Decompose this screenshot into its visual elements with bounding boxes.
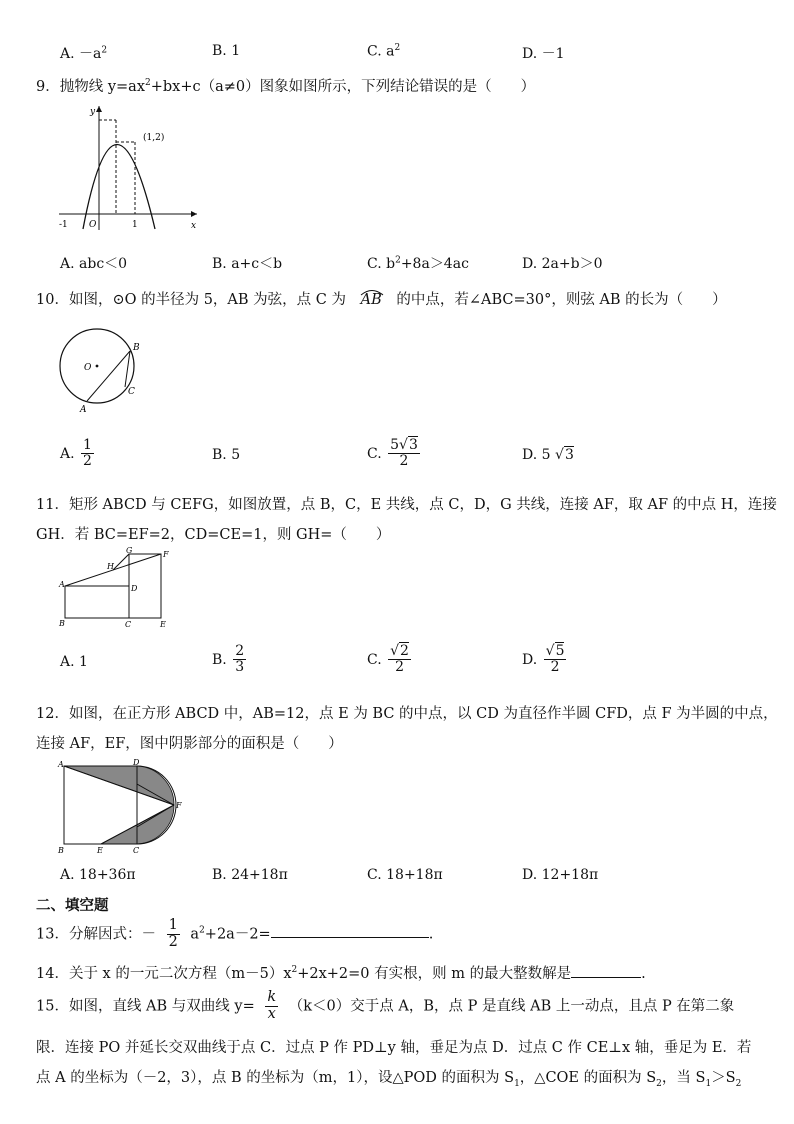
q15-stem-line1: 15．如图，直线 AB 与双曲线 y= $\frac{k}{x}$ （k＜0）交于点 A，B，点 P 是直线 AB 上一动点，且点 P 在第二象	[36, 989, 735, 1022]
q11-a-label: A	[59, 580, 65, 589]
q10-option-c: C. $\frac{5√3}{2}$	[367, 437, 418, 470]
q11-stem-line2: GH．若 BC=EF=2，CD=CE=1，则 GH=（ ）	[36, 527, 391, 543]
q12-option-d: D. 12+18π	[522, 867, 599, 883]
q10-b-label: B	[133, 343, 140, 353]
q9-tick-neg: -1	[59, 220, 68, 230]
q13-stem: 13．分解因式：－ $\frac{1}{2}$ $a^2+2a-2=$ .	[36, 917, 434, 950]
q11-f-label: F	[163, 550, 169, 559]
q11-stem-line1: 11．矩形 ABCD 与 CEFG，如图放置，点 B，C，E 共线，点 C，D，G 共线，连接 AF，取 AF 的中点 H，连接	[36, 497, 777, 513]
q11-g-label: G	[126, 547, 133, 555]
q9-option-d: D. 2a+b＞0	[522, 256, 603, 272]
q11-option-a: A. 1	[60, 654, 88, 670]
q10-c-label: C	[128, 387, 135, 397]
q12-b-label: B	[58, 846, 64, 855]
q9-x-label: x	[191, 221, 197, 231]
q10-arc-ab: AB	[360, 292, 382, 308]
q9-tick-pos: 1	[132, 220, 138, 230]
q12-stem-line1: 12．如图，在正方形 ABCD 中，AB=12，点 E 为 BC 的中点，以 CD 为直径作半圆 CFD，点 F 为半圆的中点，	[36, 706, 778, 722]
q9-origin-label: O	[89, 220, 97, 230]
q9-option-c: C. $b^2+8a>4ac$	[367, 255, 469, 272]
q14-answer-blank[interactable]	[571, 963, 641, 978]
q10-a-label: A	[80, 405, 87, 415]
q15-stem-line2: 限．连接 PO 并延长交双曲线于点 C．过点 P 作 PD⊥y 轴，垂足为点 D．过点 C 作 CE⊥x 轴，垂足为 E．若	[36, 1040, 752, 1056]
q11-c-label: C	[125, 620, 132, 629]
q8-option-b: B. 1	[212, 43, 241, 59]
q11-rectangles-figure	[55, 547, 185, 629]
q10-option-b: B. 5	[212, 447, 241, 463]
q9-stem: 9．抛物线 $y=ax^2+bx+c(a\ne 0)$图象如图所示，下列结论错误的是（ ）	[36, 78, 536, 95]
q11-option-d: D. $\frac{√5}{2}$	[522, 643, 565, 676]
q12-option-a: A. 18+36π	[60, 867, 136, 883]
q12-c-label: C	[133, 846, 140, 855]
q8-option-d: D. －1	[522, 46, 565, 62]
q11-option-c: C. $\frac{√2}{2}$	[367, 643, 409, 676]
q9-point-label: (1,2)	[143, 133, 165, 143]
q12-a-label: A	[58, 760, 64, 769]
q10-circle-figure	[52, 320, 152, 415]
q12-e-label: E	[97, 846, 103, 855]
section-title-fill-in: 二、填空题	[36, 897, 109, 914]
q13-answer-blank[interactable]	[271, 923, 429, 938]
q10-option-a: A. $\frac{1}{2}$	[60, 437, 92, 470]
q10-stem: 10．如图，⊙O 的半径为 5，AB 为弦，点 C 为 AB 的中点，若∠ABC=30°，则弦 AB 的长为（ ）	[36, 292, 727, 308]
q10-option-d: D. 5 √3	[522, 447, 574, 463]
q9-parabola-figure	[55, 102, 205, 234]
q11-d-label: D	[131, 584, 138, 593]
q12-option-c: C. 18+18π	[367, 867, 443, 883]
q9-option-a: A. abc＜0	[60, 256, 128, 272]
q8-option-c: C. $a^2$	[367, 43, 401, 60]
q15-stem-line3: 点 A 的坐标为（－2，3），点 B 的坐标为（m，1），设△POD 的面积为 $S_1$，△COE 的面积为 $S_2$，当 $S_1>S_2$	[36, 1070, 742, 1089]
q12-d-label: D	[133, 758, 140, 767]
q11-h-label: H	[107, 562, 114, 571]
q11-option-b: B. $\frac{2}{3}$	[212, 643, 245, 676]
q12-option-b: B. 24+18π	[212, 867, 288, 883]
q14-stem: 14．关于 x 的一元二次方程$(m-5)x^2+2x+2=0$ 有实根，则 m 的最大整数解是 .	[36, 962, 646, 983]
q8-option-a: A. $-a^2$	[60, 45, 108, 62]
q11-e-label: E	[160, 620, 166, 629]
q12-square-figure	[55, 757, 195, 857]
q11-b-label: B	[59, 619, 65, 628]
q12-stem-line2: 连接 AF，EF，图中阴影部分的面积是（ ）	[36, 736, 343, 752]
q12-f-label: F	[176, 801, 182, 810]
q9-y-label: y	[90, 107, 96, 117]
q9-option-b: B. a+c＜b	[212, 256, 283, 272]
q10-o-label: O	[84, 363, 92, 373]
